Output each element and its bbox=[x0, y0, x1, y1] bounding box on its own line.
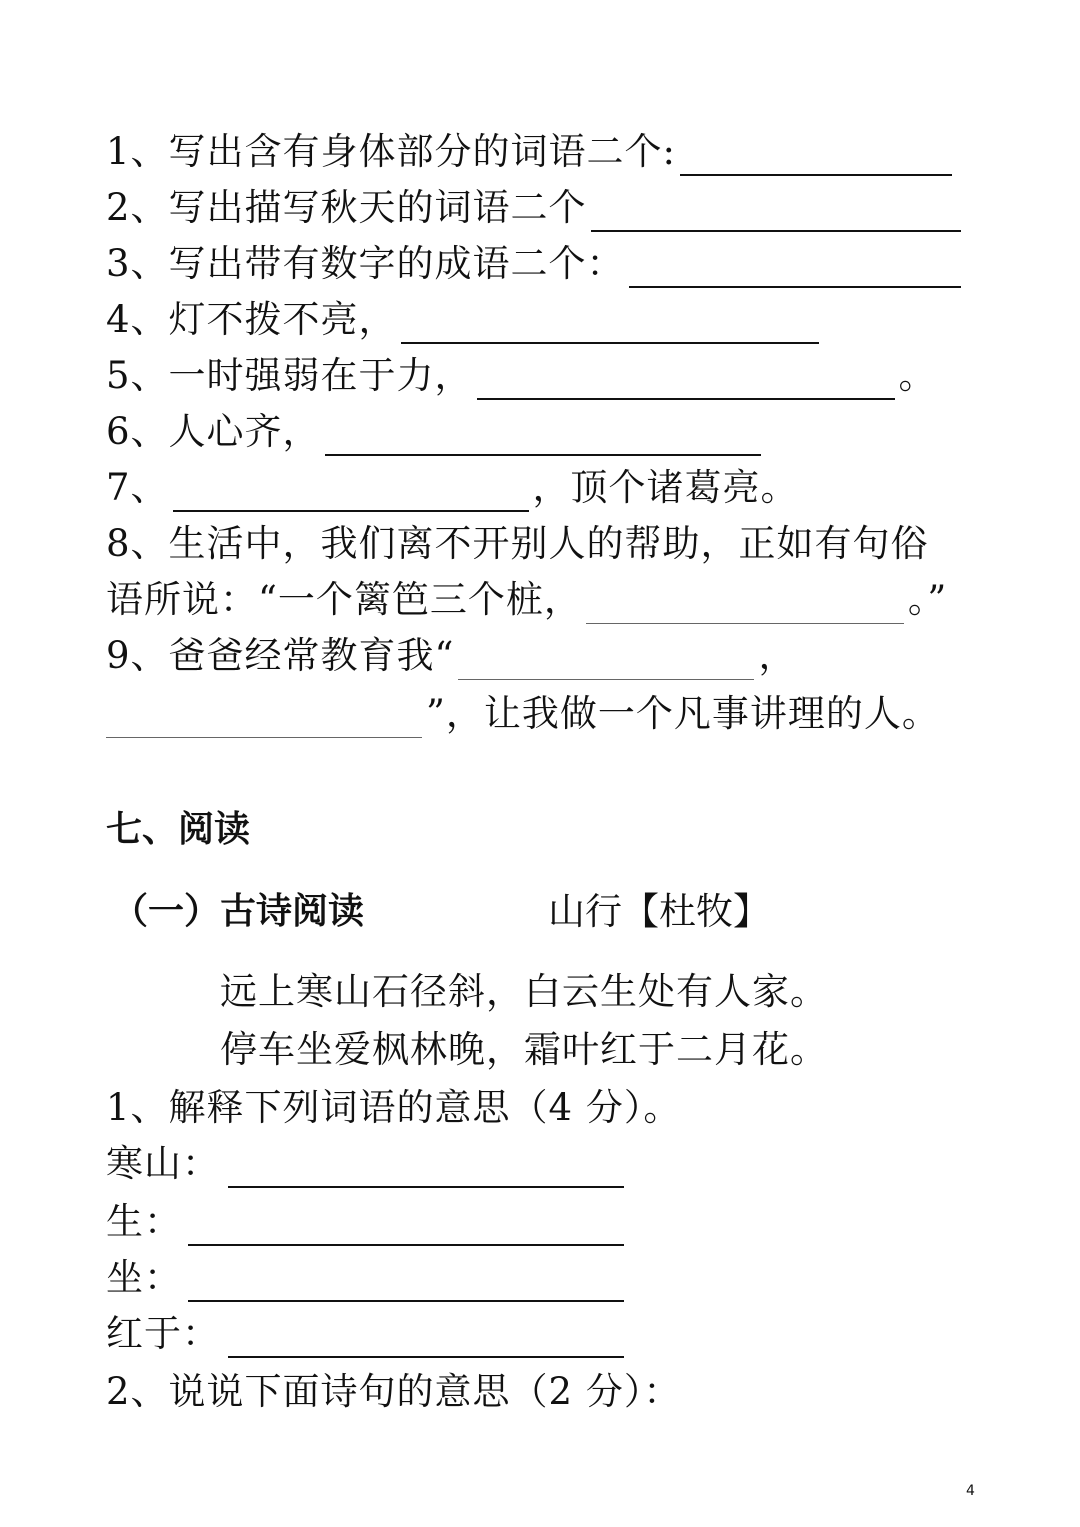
term-hongyu-label: 红于： bbox=[106, 1312, 220, 1355]
page-number: 4 bbox=[966, 1483, 975, 1499]
section-title: 七、阅读 bbox=[106, 809, 251, 850]
question-8-cont bbox=[106, 576, 947, 624]
question-7 bbox=[106, 464, 799, 512]
reading-question-2: 2、说说下面诗句的意思（2 分）： bbox=[106, 1370, 682, 1413]
term-hongyu bbox=[106, 1310, 628, 1358]
question-1 bbox=[106, 128, 956, 176]
question-8-end: 。” bbox=[907, 578, 948, 621]
term-hanshan-blank[interactable] bbox=[228, 1146, 624, 1188]
question-7-end: ，顶个诸葛亮。 bbox=[532, 466, 799, 509]
question-8-cont-text: 语所说：“一个篱笆三个桩， bbox=[106, 578, 582, 621]
term-hanshan bbox=[106, 1140, 628, 1188]
question-9-comma: ， bbox=[758, 634, 797, 677]
poem-line-2: 停车坐爱枫林晚，霜叶红于二月花。 bbox=[220, 1028, 828, 1071]
question-9 bbox=[106, 632, 796, 680]
answer-blank-2[interactable] bbox=[591, 190, 961, 232]
question-6-text: 6、人心齐， bbox=[106, 410, 321, 453]
term-zuo-label: 坐： bbox=[106, 1256, 182, 1299]
term-hongyu-blank[interactable] bbox=[228, 1316, 624, 1358]
question-5 bbox=[106, 352, 937, 400]
poem-title: 山行【杜牧】 bbox=[548, 890, 770, 933]
question-2 bbox=[106, 184, 965, 232]
question-3-text: 3、写出带有数字的成语二个： bbox=[106, 242, 625, 285]
answer-blank-1[interactable] bbox=[680, 134, 952, 176]
question-4-text: 4、灯不拨不亮， bbox=[106, 298, 397, 341]
reading-question-1: 1、解释下列词语的意思（4 分）。 bbox=[106, 1086, 682, 1129]
question-1-text: 1、写出含有身体部分的词语二个: bbox=[106, 130, 677, 173]
answer-blank-9a[interactable] bbox=[458, 639, 754, 680]
answer-blank-9b[interactable] bbox=[106, 697, 422, 738]
question-6 bbox=[106, 408, 765, 456]
term-sheng-label: 生： bbox=[106, 1200, 182, 1243]
term-sheng bbox=[106, 1198, 628, 1246]
question-4 bbox=[106, 296, 823, 344]
term-zuo bbox=[106, 1254, 628, 1302]
answer-blank-4[interactable] bbox=[401, 302, 819, 344]
term-hanshan-label: 寒山： bbox=[106, 1142, 220, 1185]
answer-blank-5[interactable] bbox=[477, 358, 895, 400]
sub-section-title: （一）古诗阅读 bbox=[112, 891, 365, 932]
answer-blank-8[interactable] bbox=[586, 583, 904, 624]
question-2-text: 2、写出描写秋天的词语二个 bbox=[106, 186, 587, 229]
answer-blank-7[interactable] bbox=[173, 470, 529, 512]
question-7-text: 7、 bbox=[106, 466, 169, 509]
answer-blank-3[interactable] bbox=[629, 246, 961, 288]
question-9-cont bbox=[106, 690, 940, 738]
question-5-text: 5、一时强弱在于力， bbox=[106, 354, 473, 397]
question-8 bbox=[106, 520, 929, 568]
question-9-end: ”，让我做一个凡事讲理的人。 bbox=[426, 692, 940, 735]
question-9-text: 9、爸爸经常教育我“ bbox=[106, 634, 455, 677]
term-sheng-blank[interactable] bbox=[188, 1204, 624, 1246]
poem-line-1: 远上寒山石径斜，白云生处有人家。 bbox=[220, 970, 828, 1013]
question-8-text: 8、生活中，我们离不开别人的帮助，正如有句俗 bbox=[106, 522, 929, 565]
answer-blank-6[interactable] bbox=[325, 414, 761, 456]
question-3 bbox=[106, 240, 965, 288]
term-zuo-blank[interactable] bbox=[188, 1260, 624, 1302]
question-5-end: 。 bbox=[898, 354, 937, 397]
